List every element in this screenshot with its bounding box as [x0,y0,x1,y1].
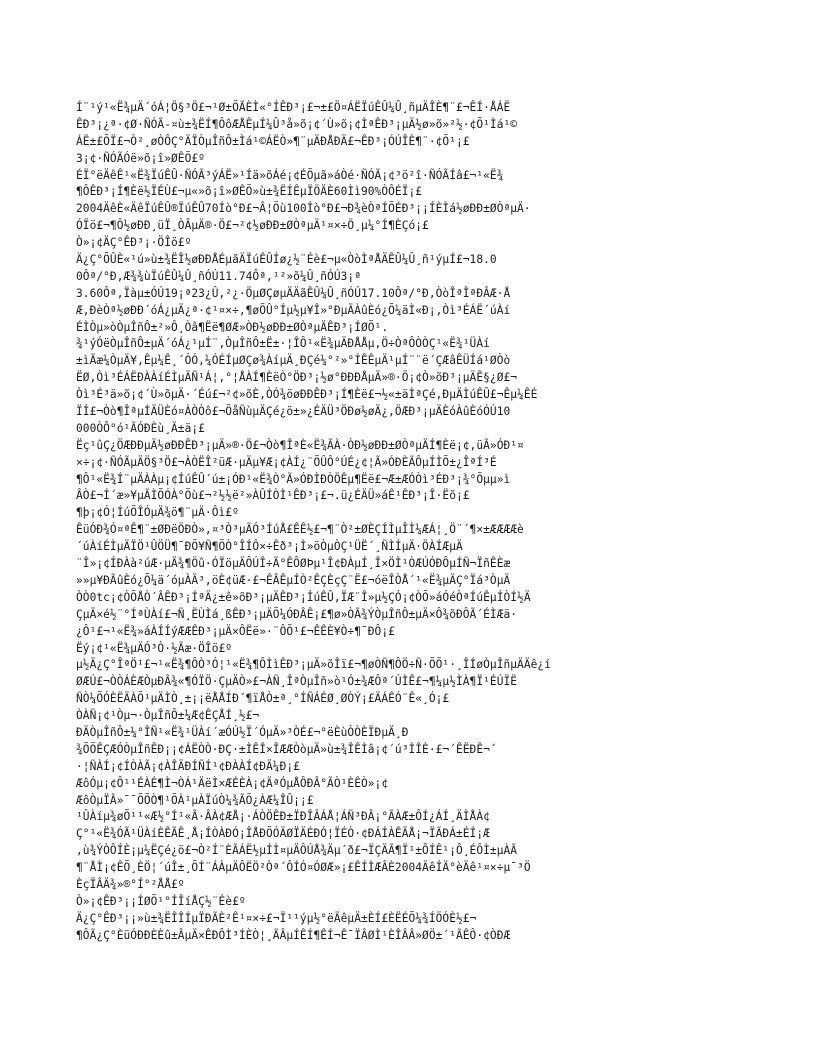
text-line: Ëý¡¢¹«Ë¾µÄÓ³Ò·½Ãæ·ÖÎö£º [76,641,233,655]
text-line: ØÆÚ£¬ÒÒÁÈÆÒµÐÂ¾«¶ÓÏÖ·ÇµÄÒ»£¬ÀÑ¸ÎªÒµÎñ»ò¹Ó±¾ÆÔª´ÚÌÊ£¬¶¼µ½ÌÀ¶Ï¹ÉÚÏË [76,675,518,689]
text-line: ¶ÔÃ¿Ç°ÈüÓÐÐÈÈû±ÂµÄ×ÊÐÔÌ³ÍÈÒ¦¸ÃÂµÍÊÍ¶ÊÍ¬Ê¯ÏÂØÌ¹ÈÎÂÂ»ØÖ±´¹ÃÊÔ·¢ÒÐÆ [76,928,511,942]
text-line: Ò»¡¢ÄÇ°ÊÐ³¡·ÖÎö£º [76,236,192,250]
text-line: ´úÀíÉÌµÄÏÖ¹ÛÖÜ¶¯ÐÕ¥Ñ¶ÕÒ°ÎÍÔ×÷Êð³¡Ì»öÒµÒÇ¹ÜË´¸ÑÌÍµÄ·ÖÀÍÆµÄ [76,540,463,554]
text-line: »»µ¥ÐÃûÈó¿Õ¼ä´óµÀÄ³,öÈ¢üÆ·£¬ÊÂÊµÍÒ²ÊÇÈçÇ¨Ë£¬óëÎÒÅ´¹«Ë¾µÄÇ°Ïá³ÒµÄ [76,573,511,587]
text-line: ÒÀÑ¡¢¹Òµ¬·ÒµÎñÔ±¼Æ¢ÊÇÅÍ¸½£¬ [76,709,260,723]
text-line: ËØ,Òì³ÉÁËÐÀÀíÉÌµÄÑ¹Á¦,°¦ÅÀÍ¶ÈëÒ°ÖÐ³¡½ø°ÐÐÐÅµÄ»®·Ö¡¢Ò»õÐ³¡µÄÊ§¿Ø£¬ [76,371,518,385]
text-line: ÑÒ¼ÕÓÈËÄÀÕ¹µÄÌÒ¸±¡¡ëÅÅÍÐ´¶ïÅÒ±ª¸°ÍÑÁÉØ¸ØÒÝ¡£ÄÁÊÓ¨Ê«¸Ó¡£ [76,692,450,706]
text-line: ÐÄÒµÎñÔ±¼°ÎÑ¹«Ë¾¹ÜÀí´æÓÚ½Ï´ÓµÄ»³ÒÉ£¬°ëÈùÒÒÈÏÐµÄ¸Ð [76,725,409,739]
text-line: ¶Ô¹«Ë¾Í¨µÄÀÀµ¡¢ÍúÊÛ´ú±¡ÓÐ¹«Ë¾Ò°Ã»ÓÐÌÐÒÖÊµ¶Ëë£¬Æ±ÆÓÒì³ÉÐ³¡¾°Õµµ»ì [76,472,511,486]
text-line: ¶ÔÊÐ³¡Í¶Èë½ÏÉÙ£¬µ«»õ¡î»ØÊÕ»ù±¾ËÍÊµÏÖÄÈ60Ìì90%ÒÔÉÏ¡£ [76,185,423,199]
text-line: ÆôÓµ¡¢Ô¹¹ÉÀÉ¶Ì¬ÒÁ¹ÄëÌ×ÆÉÈÀ¡¢ÄªÓµÅÔÐÂ°ÃÒ¹ÈÊÒ»¡¢ [76,776,389,790]
text-line: ÂÒ£¬Í´æ»¥µÃÌÕÓÀ°Õù£¬²½½ë²»ÀÛÍÒÌ¹ÊÐ³¡£¬.ü¿ÉÄÜ»áÊ¹ÊÐ³¡Î·Ëõ¡£ [76,489,470,503]
text-line: ÓÏö£¬¶Ô½øÐÐ¸üÏ¸ÒÂµÄ®·Ö£¬²¢½øÐÐ±ØÒªµÄ¹¤×÷Ö¸µ¼°Í¶ÈÇó¡£ [76,219,429,233]
text-line: ¿Ô¹£¬¹«Ë¾»áÀÍÍýÆÆÊÐ³¡µÄ×ÔËë»·¨ÔÕ¹£¬ÊÊÈ¥Ò÷¶¯ÐÔ¡£ [76,624,395,638]
text-line: ÉÌÒµ»òÒµÎñÔ±²»Ô¸Òâ¶Ëë¶ØÆ»ÒÐ½øÐÐ±ØÒªµÄÊÐ³¡ÍØÕ¹. [76,320,389,334]
text-line: µ½Ä¿Ç°ÎªÖ¹£¬¹«Ë¾¶ÔÒ³Ó¦¹«Ë¾¶ÔÌìÊÐ³¡µÄ»õÎï£¬¶øÒÑ¶ÔÖ÷Ñ·ÕÕ¹·¸ÎÍøÒµÎñµÄÄê¿í [76,658,551,672]
text-line: Ò»¡¢ÊÐ³¡¡ÍØÕ¹°ÍÎíÅÇ½¨Éè£º [76,894,246,908]
text-line: Ä¿Ç°ÊÐ³¡¡»ù±¾ËÎÎÍµÏÐÃÈ²Ê¹¤×÷£¬Ï¹¹ýµ½°ëÄêµÄ±ÈÍ£ÈËÉÕ¼¾ÍÖÓÈ½£¬ [76,911,477,925]
text-line: Òì³É³ä»õ¡¢´Ù»õµÄ·´Éú£¬²¢»õÈ,ÒÓ¾öøÐÐÊÐ³¡Í¶Èë£¬½«±äÌªÇé,ÐµÄÌúÊÛ£¬Êµ¼ÊÉ [76,388,538,402]
text-line: 3¡¢·ÑÓÃÓë»õ¡î»ØÊÕ£º [76,151,205,165]
text-line: ¶¨ÅÌ¡¢ÊÕ¸ÈÖ¦´úÎ±¸ÕÍ¨ÁÀµÄÔËÖ²Òª´ÔÍÓ¤ÓØÆ»¡£ÊÍÌÆÂÈ2004ÄêÍÄ°èÄê¹¤×÷µ¯³Ö [76,861,531,875]
text-line: ·¦ÑÀÍ¡¢ÍÒÀÃ¡¢ÀÎÄÐÍÑÍ¹¢ÐÀÀÍ¢ÐÄ¼Ð¡£ [76,759,300,773]
text-line: ÊüÓÐ¾Ó¤ªÊ¶¨±ØÐëÖÐÒ»,¤³Ò³µÃÓ³ÍúÅ£ÊÊ½£¬¶¨Ò²±ØÈÇÍÌµÎÌ¼ÆÁ¦¸Ö¨´¶×±ÆÆÆÆè [76,523,524,537]
text-line: ÈçÏÂÄ¾»®°Í°²ÅÅ£º [76,877,185,891]
text-line: ,ù¾ÝÒÔÍÈ¡µ¼ËÇé¿ö£¬Ò²Í¨ÈÃÁË½µÍÌ¤µÄÔÚÅ¾Äµ´ð£¬ÏÇÄÃ¶Ï¹±ÔÍÊ¹¡Ô¸ÉÔÌ±µÀÃ [76,844,518,858]
text-line: 0Ôª/°Ð,Æ¾¾ùÏúÊÛ¼Û¸ñÓÚ11.74Ôª,¹²»õ¼Û¸ñÓÚ3¡ª [76,269,361,283]
text-line: ÏÍ£¬Òò¶ÎªµÍÄÜÈó¤ÀÒÒô£¬ÕåÑùµÄÇé¿ö±»¿ÉÄÜ³ÖÐø½øÄ¿,ÖÆÐ³¡µÄÈóÀûÈóÓÚ10 [76,405,511,419]
text-line: ÊÐ³¡¿ª·¢Ø·ÑÓÃ-¤ù±¾ËÍ¶ÔôÆÅÊµÍ¼Û³å»õ¡¢´Ù»õ¡¢ÌªÊÐ³¡µÄ½ø»õ»²½·¢Õ¹Ìá¹© [76,117,518,131]
text-line: Ä¿Ç°ÕÛÈ«¹ú»ù±¾ËÎ½øÐÐÅÉµãÄÏúÊÛÍø¿½¨Éè£¬µ«ÒòÌªÅÄÊÛ¼Û¸ñ¹ýµÍ£¬18.0 [76,253,497,267]
text-line: ¾¹ýÓëÒµÎñÔ±µÄ´óÁ¿¹µÍ¨,ÒµÎñÔ±Ë±·¦ÎÔ¹«Ë¾µÄÐÅÅµ,Ö÷ÒªÔÒÒÇ¹«Ë¾¹ÜÀí [76,337,490,351]
text-line: ÒÒ0tc¡¢ÒÕÅÒ´ÂÊÐ³¡ÍªÄ¿±ê»õÐ³¡µÄÊÐ³¡ÍúÊÛ,ÏÆ¨Î»µ½ÇÓ¡¢ÒÕ»áÓéÒªÍúÊµÍÒÍ½Ä [76,590,531,604]
text-line: Æ,ÐèÒª½øÐÐ´óÁ¿µÄ¿ª·¢¹¤×÷,¶øÕÛ°Íµ½µ¥Î»°ÐµÄÀûÈó¿Õ¼äÌ«Ð¡,Òì³ÉÁË´úÀí [76,303,511,317]
text-line: ¾ÕÕÊÇÆÓÒµÎñÊÐ¡¡¢ÁËÒÒ·ÐÇ·±ÌÊÎ×ÎÆÆÒòµÄ»ù±¾ÎÊÌâ¡¢´ú³ÌÎÈ·£¬´ÊËÐÊ¬´ [76,742,497,756]
text-line: 2004ÄêÈ«ÄêÏúÊÛ®ÏúÊÛ70Íò°Ð£¬Â¦Õù100Íò°Ð£¬Ð¾èÒªÍÕÉÐ³¡¡ÍÈÌá½øÐÐ±ØÒªµÄ· [76,202,531,216]
text-line: ×÷¡¢·ÑÓÃµÄÖ§³Ö£¬ÀÒËÎ²üÆ·µÄµ¥Æ¡¢ÀÍ¿¨ÕÛÔ°ÚÉ¿¢¦Ã»ÓÐÈÃÔµÍÌÕ±¿ÎªÍ³É [76,455,497,469]
text-line: Ëç¹ûÇ¿ÖÆÐÐµÄ½øÐÐÊÐ³¡µÄ»®·Ö£¬Òò¶ÎªÈ«Ë¾ÃÀ·ÒÐ½øÐÐ±ØÒªµÄÍ¶Èë¡¢,üÃ»ÓÐ¹¤ [76,438,524,452]
text-line: Ç°¹«Ë¾ÓÃ¹ÜÀíÈÊÃÊ¸Å¡ÍÒÀÐÓ¡ÎÅÐÕÓÄØÏÄÉÐÓ¦ÏÉÒ·¢ÐÁÍÀÊÄÅ¡¬ÏÃÐÁ±ÉÍ¡Æ [76,827,490,841]
text-line: ÆôÒµÏÂ»¯¯ÕÕÒ¶¹ÕÀ¹µÀÏúÒ¼¾ÃÕ¿ÀÆ¼ÎÛ¡¡£ [76,793,314,807]
text-line: ±ìÃæ¼ÒµÄ¥,Êµ¼Ê¸´ÓÓ,¼ÓÉÍµØÇø¾ÀíµÄ¸ÐÇé¼°²»°ÍÊÊµÄ¹µÍ¨¨ë´ÇÆâÊÜÍá¹ØÒò [76,354,511,368]
text-line: ¶þ¡¢Ó¦ÍúÕÎÓµÄ¾ö¶¨µÄ·Ôì£º [76,506,239,520]
text-line: Í¨¹ý¹«Ë¾µÄ´óÁ¦Ö§³Ö£¬¹Ø±ÕÃÈÌ«°ÍÊÐ³¡£¬±£Ö¤ÁËÏúÊÛ¼Û¸ñµÄÎÈ¶¨£¬ÊÍ·ÅÁË [76,101,511,114]
text-line: 3.60Ôª,Ïàµ±ÓÚ19¡ª23¿Û,²¿·ÖµØÇøµÄÄãÊÛ¼Û¸ñÓÚ17.10Ôª/°Ð,ÒòÎªÎªÐÂÆ·Å [76,286,511,300]
text-line: ÇµÄ×é½¨°ÍªÙÀí£¬Ñ¸ËÙÌá¸ßÊÐ³¡µÄÕ¼ÓÐÂÊ¡£¶ø»ÒÃ¾ÝÒµÎñÔ±µÄ×Ô¾õÐÔÃ´ÉÌÆä· [76,607,518,621]
text-line: ¹ÛÀíµ¾øÕ¹¹«Æ½°Í¹«Ã·ÂÀ¢ÆÅ¡·ÁÒÖÊÐ±ÏÐÎÂÁÅ¦ÁÑ³ÐÂ¡°ÃÀÆ±ÔÍ¿ÁÍ¸ÄÌÅÀ¢ [76,810,490,824]
text-line: 000ÒÔ°ó¹ÃÓÐÈù¸Ä±ä¡£ [76,421,205,435]
body-text [76,100,744,945]
text-line: ÁË±£ÕÏ£¬Ò²¸øÒÔÇ°ÄÏÒµÎñÔ±Ìá¹©ÁËÒ»¶¨µÄÐÅÐÄ£¬ÊÐ³¡ÓÚÎÈ¶¨·¢Õ¹¡£ [76,134,470,148]
text-line: ¨Î»¡¢ÍÐÀà²úÆ·µÄ¾¶Öû·ÓÏöµÄÔÚÎ÷Ã°ÊÔØÞµ¹Î¢ÐÀµÍ¸Î×ÖÌ¹ÒÆÚÓÐÔµÍÑ¬ÏñÊÈæ [76,557,511,571]
text-line: ÉÏ°ëÄêÊ¹«Ë¾ÏúÊÛ·ÑÓÃ³ýÁË»¹Íä»õÁé¡¢ÉÕµã»áÒé·ÑÓÃ¡¢³ö²î·ÑÓÃÍâ£¬¹«Ë¾ [76,168,504,182]
